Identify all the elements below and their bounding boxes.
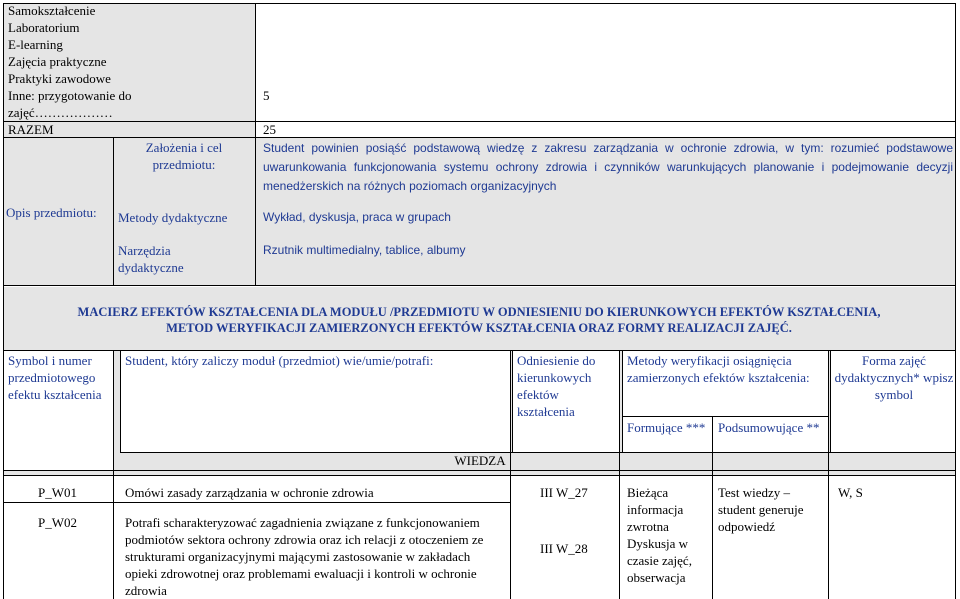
header-formujace: Formujące *** — [627, 420, 706, 435]
narzedzia-label: Narzędzia dydaktyczne — [118, 243, 184, 275]
header-metody: Metody weryfikacji osiągnięcia zamierzonych efektów kształcenia: — [627, 353, 810, 385]
row-label-samoksztalcenie: Samokształcenie — [8, 3, 96, 18]
opis-label: Opis przedmiotu: — [6, 205, 97, 220]
zalozenia-text: Student powinien posiąść podstawową wiedzę z zakresu zarządzania w ochronie zdrowia, w tym: rozumieć podstawowe uwarunkowania funkcjonowania systemu ochrony zdrowia i czynników warunkujących planowanie i podejmowanie decyzji menedżerskich na różnych poziomach organizacyjnych — [263, 141, 953, 193]
header-symbol: Symbol i numer przedmiotowego efektu kształcenia — [8, 353, 102, 402]
narzedzia-text: Rzutnik multimedialny, tablice, albumy — [263, 243, 466, 257]
row2-odniesienie: III W_28 — [540, 541, 588, 556]
row1-forma: W, S — [838, 485, 863, 500]
razem-label: RAZEM — [8, 122, 54, 137]
row1-symbol: P_W01 — [38, 485, 77, 500]
header-podsumowujace: Podsumowujące ** — [718, 420, 820, 435]
row-label-inne: Inne: przygotowanie do zajęć……………… — [8, 88, 132, 120]
row1-podsumowujace: Test wiedzy – student generuje odpowiedź — [718, 485, 804, 534]
wiedza-label: WIEDZA — [454, 453, 506, 468]
macierz-title-2: METOD WERYFIKACJI ZAMIERZONYCH EFEKTÓW KSZTAŁCENIA ORAZ FORMY REALIZACJI ZAJĘĆ. — [166, 321, 792, 335]
row1-formujace: Bieżąca informacja zwrotna Dyskusja w czasie zajęć, obserwacja — [627, 485, 692, 585]
row1-odniesienie: III W_27 — [540, 485, 588, 500]
macierz-title-1: MACIERZ EFEKTÓW KSZTAŁCENIA DLA MODUŁU /PRZEDMIOTU W ODNIESIENIU DO KIERUNKOWYCH EFEKTÓW KSZTAŁCENIA, — [77, 305, 881, 319]
header-odniesienie: Odniesienie do kierunkowych efektów kształcenia — [517, 353, 596, 419]
row2-symbol: P_W02 — [38, 515, 77, 530]
row2-text: Potrafi scharakteryzować zagadnienia związane z funkcjonowaniem podmiotów sektora ochrony zdrowia oraz ich relacji z otoczeniem ze strukturami organizacyjnymi mającymi zastosowanie w zakładach opieki zdrowotnej oraz problemami ewaluacji i kontroli w ochronie zdrowia — [125, 515, 484, 598]
row1-text: Omówi zasady zarządzania w ochronie zdrowia — [125, 485, 374, 500]
metody-text: Wykład, dyskusja, praca w grupach — [263, 210, 451, 224]
razem-value: 25 — [263, 122, 276, 137]
row-label-praktyki: Praktyki zawodowe — [8, 71, 111, 86]
header-student: Student, który zaliczy moduł (przedmiot) wie/umie/potrafi: — [125, 353, 434, 368]
row-label-laboratorium: Laboratorium — [8, 20, 80, 35]
row-label-zajecia-praktyczne: Zajęcia praktyczne — [8, 54, 107, 69]
zalozenia-label: Założenia i cel przedmiotu: — [145, 140, 223, 172]
row-label-elearning: E-learning — [8, 37, 63, 52]
metody-label: Metody dydaktyczne — [118, 210, 228, 225]
row-value-inne: 5 — [263, 88, 270, 103]
header-forma: Forma zajęć dydaktycznych* wpisz symbol — [834, 353, 954, 402]
